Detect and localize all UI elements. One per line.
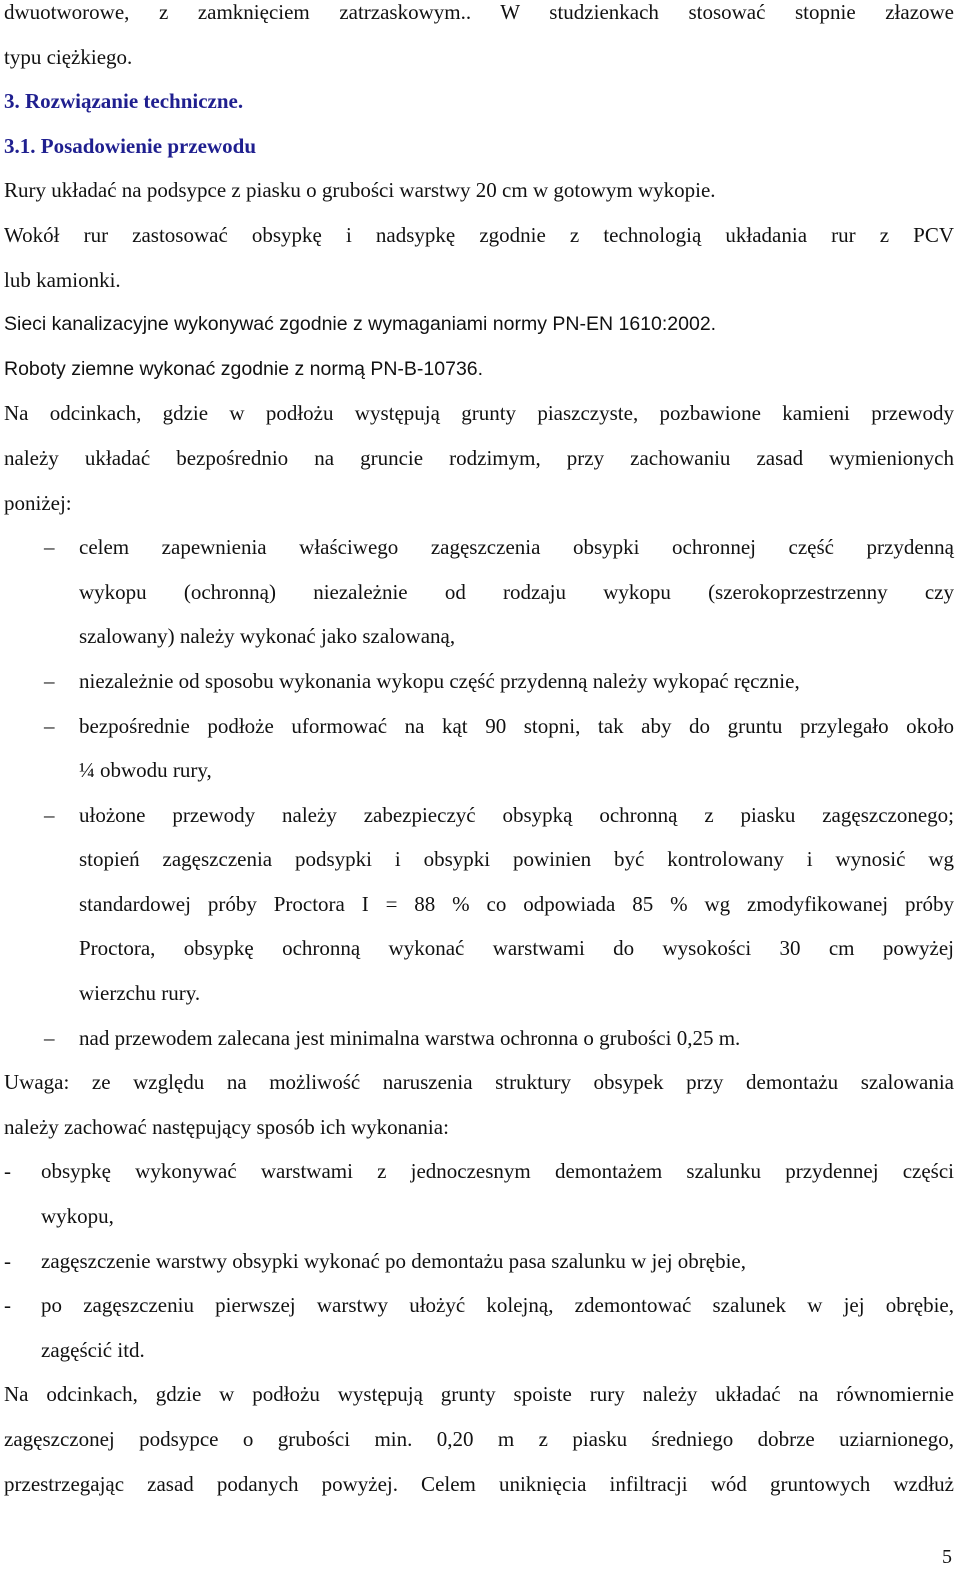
list-item-text: po zagęszczeniu pierwszej warstwy ułożyć kolejną, zdemontować szalunek w jej obrębie, [41,1293,954,1318]
text-line: poniżej: [4,490,72,515]
text-line: wierzchu rury. [79,981,201,1006]
text-line: ¼ obwodu rury, [79,758,212,783]
text-line: lub kamionki. [4,267,121,292]
page-number: 5 [942,1546,952,1568]
text-line: Roboty ziemne wykonać zgodnie z normą PN-B-10736. [4,357,484,380]
text-line: wykopu (ochronną) niezależnie od rodzaju wykopu (szerokoprzestrzenny czy [79,579,954,604]
text-line: Na odcinkach, gdzie w podłożu występują grunty spoiste rury należy układać na równomiernie [4,1382,954,1407]
hyphen-list-item [4,1293,954,1338]
dash-bullet: – [44,535,55,560]
dash-bullet: – [44,1025,55,1050]
dash-list-item [4,535,954,580]
hyphen-bullet: - [4,1248,11,1273]
dash-list-item [4,669,954,714]
dash-bullet: – [44,802,55,827]
note-line: Uwaga: ze względu na możliwość naruszenia struktury obsypek przy demontażu szalowania [4,1070,954,1095]
text-line: standardowej próby Proctora I = 88 % co odpowiada 85 % wg zmodyfikowanej próby [79,891,954,916]
list-item-text: bezpośrednie podłoże uformować na kąt 90 stopni, tak aby do gruntu przylegało około [79,713,954,738]
hyphen-bullet: - [4,1159,11,1184]
text-line: należy układać bezpośrednio na gruncie rodzimym, przy zachowaniu zasad wymienionych [4,445,954,470]
text-line: zagęszczonej podsypce o grubości min. 0,20 m z piasku średniego dobrze uziarnionego, [4,1427,954,1451]
text-line: szalowany) należy wykonać jako szalowaną, [79,624,456,649]
list-item-text: nad przewodem zalecana jest minimalna warstwa ochronna o grubości 0,25 m. [79,1025,741,1050]
list-item-text: niezależnie od sposobu wykonania wykopu część przydenną należy wykopać ręcznie, [79,668,800,693]
text-line: Rury układać na podsypce z piasku o grubości warstwy 20 cm w gotowym wykopie. [4,178,716,203]
document-page [4,0,954,1516]
text-line: typu ciężkiego. [4,44,133,69]
dash-list-item [4,714,954,759]
text-line: dwuotworowe, z zamknięciem zatrzaskowym.. W studzienkach stosować stopnie złazowe [4,0,954,24]
list-item-text: zagęszczenie warstwy obsypki wykonać po demontażu pasa szalunku w jej obrębie, [41,1248,747,1273]
hyphen-list-item [4,1249,954,1294]
list-item-text: obsypkę wykonywać warstwami z jednoczesnym demontażem szalunku przydennej części [41,1159,954,1184]
text-line: stopień zagęszczenia podsypki i obsypki powinien być kontrolowany i wynosić wg [79,847,954,872]
subsection-heading: 3.1. Posadowienie przewodu [4,133,256,158]
text-line: przestrzegając zasad podanych powyżej. Celem uniknięcia infiltracji wód gruntowych wzdłuż [4,1471,954,1496]
dash-bullet: – [44,668,55,693]
hyphen-bullet: - [4,1293,11,1318]
section-heading: 3. Rozwiązanie techniczne. [4,89,244,114]
hyphen-list-item [4,1159,954,1204]
text-line: Na odcinkach, gdzie w podłożu występują grunty piaszczyste, pozbawione kamieni przewody [4,401,954,426]
list-item-text: celem zapewnienia właściwego zagęszczenia obsypki ochronnej część przydenną [79,535,954,560]
note-line: należy zachować następujący sposób ich wykonania: [4,1114,449,1139]
list-item-text: ułożone przewody należy zabezpieczyć obsypką ochronną z piasku zagęszczonego; [79,802,954,827]
text-line: Proctora, obsypkę ochronną wykonać warstwami do wysokości 30 cm powyżej [79,936,954,961]
text-line: wykopu, [41,1204,114,1229]
text-line: Wokół rur zastosować obsypkę i nadsypkę zgodnie z technologią układania rur z PCV [4,222,954,247]
dash-bullet: – [44,713,55,738]
text-line: Sieci kanalizacyjne wykonywać zgodnie z wymaganiami normy PN-EN 1610:2002. [4,313,717,336]
dash-list-item [4,803,954,848]
text-line: zagęścić itd. [41,1337,145,1362]
dash-list-item [4,1026,954,1071]
